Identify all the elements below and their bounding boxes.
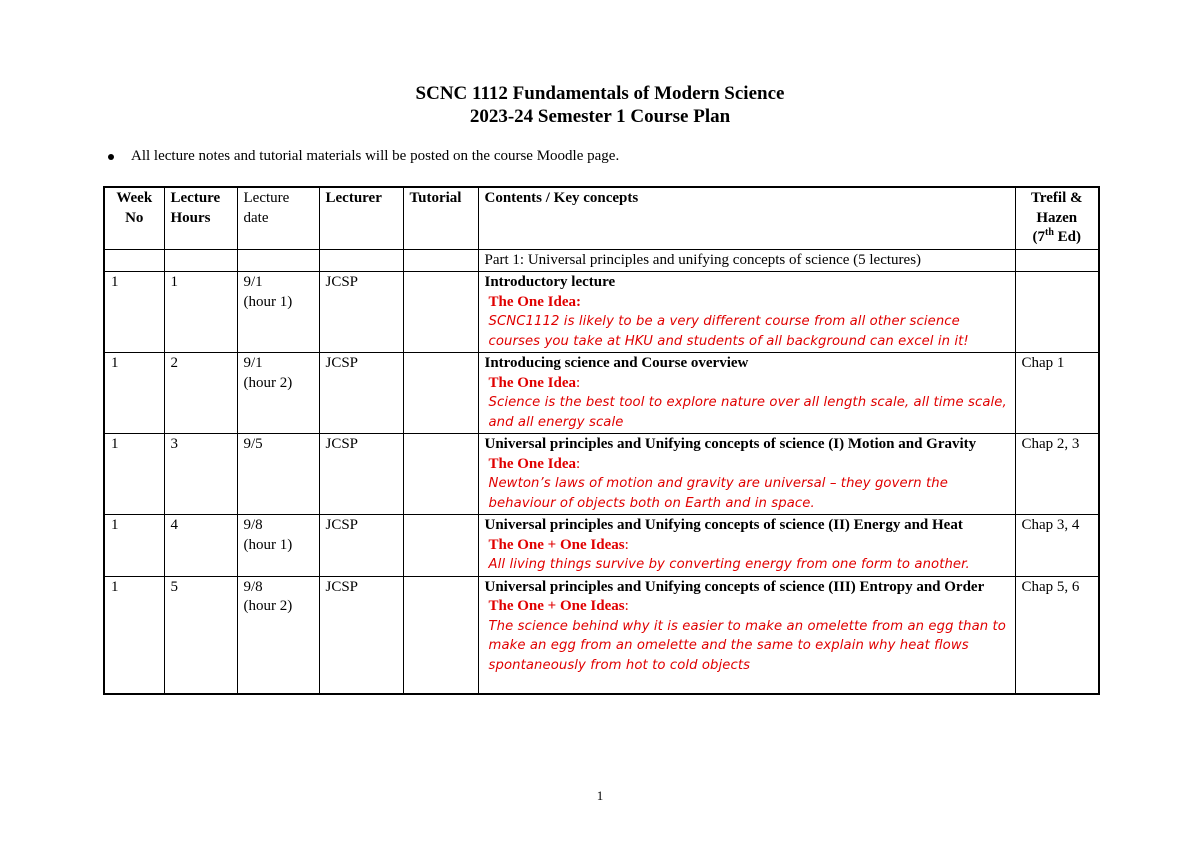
bullet-text: All lecture notes and tutorial materials will be posted on the course Moodle page. (131, 148, 620, 164)
idea-text: All living things survive by converting energy from one form to another. (488, 557, 970, 572)
table-row (104, 272, 1099, 353)
table-row (104, 353, 1099, 434)
cell-date: 9/8 (hour 2) (237, 576, 319, 694)
table-row (104, 515, 1099, 577)
part-heading: Part 1: Universal principles and unifying concepts of science (5 lectures) (478, 249, 1015, 272)
document-header (0, 82, 1200, 128)
cell-hours: 5 (164, 576, 237, 694)
cell-reference: Chap 3, 4 (1015, 515, 1099, 577)
cell-hours: 2 (164, 353, 237, 434)
cell-week: 1 (104, 353, 164, 434)
lecture-title: Universal principles and Unifying concepts of science (I) Motion and Gravity (484, 436, 977, 452)
idea-text: SCNC1112 is likely to be a very different course from all other science courses you take at HKU and students of all background can excel in it! (488, 314, 969, 349)
cell-date: 9/1 (hour 1) (237, 272, 319, 353)
idea-label: The One + One Ideas: (488, 598, 629, 614)
idea-label: The One Idea: (488, 455, 581, 472)
table-header-row (104, 187, 1099, 249)
header-week: Week No (104, 187, 164, 249)
document-subtitle: 2023-24 Semester 1 Course Plan (469, 106, 731, 127)
header-contents: Contents / Key concepts (478, 187, 1015, 249)
cell-lecturer: JCSP (319, 353, 403, 434)
cell-contents (478, 515, 1015, 577)
cell-tutorial (403, 353, 478, 434)
idea-text: Science is the best tool to explore nature over all length scale, all time scale, and all energy scale (488, 395, 1007, 430)
lecture-title: Universal principles and Unifying concepts of science (II) Energy and Heat (484, 517, 963, 533)
header-hours: Lecture Hours (164, 187, 237, 249)
idea-label: The One Idea: (488, 293, 582, 310)
cell-lecturer: JCSP (319, 272, 403, 353)
cell-contents (478, 434, 1015, 515)
bullet-icon (108, 154, 114, 160)
idea-text: The science behind why it is easier to make an omelette from an egg than to make an egg from an omelette and the same to explain why heat flows spontaneously from hot to cold objects (488, 618, 1006, 673)
cell-hours: 4 (164, 515, 237, 577)
cell-tutorial (403, 272, 478, 353)
idea-text: Newton’s laws of motion and gravity are universal – they govern the behaviour of objects both on Earth and in space. (488, 476, 948, 511)
idea-label: The One Idea: (488, 374, 581, 391)
header-lecturer: Lecturer (319, 187, 403, 249)
lecture-title: Introductory lecture (484, 274, 616, 290)
part-heading-row (104, 249, 1099, 272)
idea-label: The One + One Ideas: (488, 536, 629, 553)
header-reference: Trefil & Hazen (7th Ed) (1015, 187, 1099, 249)
cell-reference: Chap 5, 6 (1015, 576, 1099, 694)
cell-contents (478, 353, 1015, 434)
cell-hours: 3 (164, 434, 237, 515)
cell-lecturer: JCSP (319, 515, 403, 577)
cell-tutorial (403, 515, 478, 577)
lecture-title: Introducing science and Course overview (484, 355, 749, 371)
cell-week: 1 (104, 272, 164, 353)
cell-tutorial (403, 434, 478, 515)
course-plan-table (103, 186, 1100, 695)
cell-reference: Chap 2, 3 (1015, 434, 1099, 515)
cell-reference: Chap 1 (1015, 353, 1099, 434)
lecture-title: Universal principles and Unifying concepts of science (III) Entropy and Order (484, 578, 985, 595)
cell-date: 9/5 (237, 434, 319, 515)
cell-contents (478, 576, 1015, 694)
cell-reference (1015, 272, 1099, 353)
cell-lecturer: JCSP (319, 576, 403, 694)
cell-week: 1 (104, 515, 164, 577)
cell-date: 9/8 (hour 1) (237, 515, 319, 577)
cell-hours: 1 (164, 272, 237, 353)
cell-date: 9/1 (hour 2) (237, 353, 319, 434)
header-date: Lecture date (237, 187, 319, 249)
bullet-item (108, 148, 619, 165)
page-number: 1 (596, 788, 604, 803)
document-title: SCNC 1112 Fundamentals of Modern Science (415, 83, 785, 104)
table-row (104, 576, 1099, 694)
cell-lecturer: JCSP (319, 434, 403, 515)
cell-tutorial (403, 576, 478, 694)
cell-week: 1 (104, 576, 164, 694)
cell-week: 1 (104, 434, 164, 515)
table-row (104, 434, 1099, 515)
cell-contents (478, 272, 1015, 353)
header-tutorial: Tutorial (403, 187, 478, 249)
